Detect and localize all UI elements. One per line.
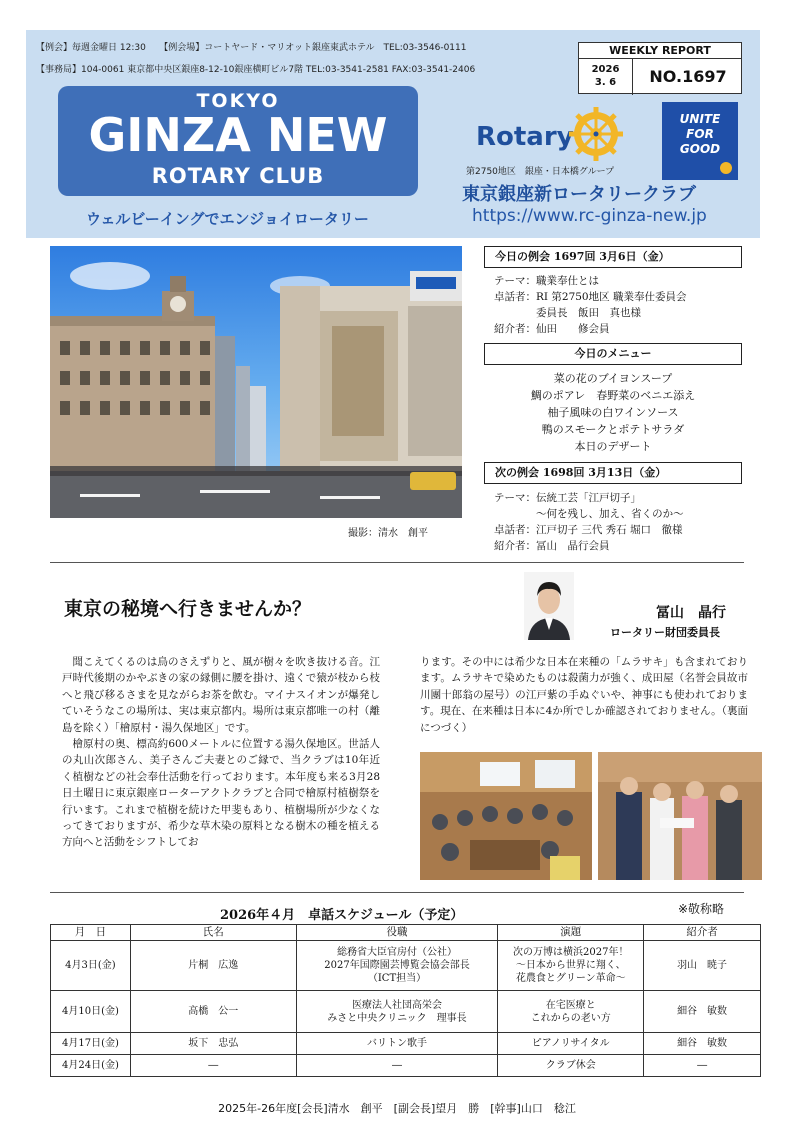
honorifics-note: ※敬称略 <box>678 902 725 916</box>
row-date: 4月24日(金) <box>51 1055 131 1077</box>
next-introducer: 紹介者：冨山 晶行会員 <box>494 540 610 552</box>
masthead <box>26 30 760 238</box>
row-date: 4月17日(金) <box>51 1033 131 1055</box>
schedule-title: 2026年４月 卓話スケジュール（予定） <box>220 908 464 923</box>
article-paragraph: ります。その中には希少な日本在来種の「ムラサキ」も含まれております。ムラサキで染めたものは殺菌力が強く、成田屋（名誉会員故市川團十郎翁の屋号）の江戸紫の手ぬぐいや、神事にも使われております。現在、在来種は日本に4か所でしか確認されておりません。（裏面につづく） <box>420 656 748 734</box>
unite-for-good-badge: UNITE FOR GOOD <box>662 102 738 180</box>
next-theme-subtitle: ～何を残し、加え、省くのか～ <box>494 508 684 520</box>
next-speaker: 卓話者：江戸切子 三代 秀石 堀口 徹様 <box>494 524 683 536</box>
group-photo-1 <box>420 752 592 880</box>
issue-day: 3. 6 <box>594 77 617 88</box>
header-role: 役職 <box>296 925 498 941</box>
office-info: 【事務局】104-0061 東京都中央区銀座8-12-10銀座横町ビル7階 TEL:03-3541-2581 FAX:03-3541-2406 <box>36 65 476 75</box>
menu-item: 鯛のポアレ 春野菜のベニエ添え <box>530 389 696 402</box>
club-officers-footer: 2025年-26年度[会長]清水 創平 [副会長]望月 勝 [幹事]山口 稔江 <box>218 1102 576 1115</box>
mini-wheel-icon <box>720 162 732 174</box>
street-scene-image <box>50 246 462 518</box>
author-name: 冨山 晶行 <box>656 605 726 621</box>
row-introducer: 羽山 暁子 <box>644 941 761 991</box>
today-introducer: 紹介者：仙田 修会員 <box>494 323 610 335</box>
row-topic: ピアノリサイタル <box>498 1033 644 1055</box>
schedule-table <box>50 924 761 1077</box>
article-column-left <box>62 654 380 851</box>
row-topic: 次の万博は横浜2027年！ ～日本から世界に翔く、 花農食とグリーン革命～ <box>498 941 644 991</box>
rotary-wheel-icon <box>568 106 624 162</box>
issue-number: NO.1697 <box>649 67 727 86</box>
article-paragraph: 聞こえてくるのは鳥のさえずりと、風が樹々を吹き抜ける音。江戸時代後期のかやぶきの家の縁側に腰を掛け、遠くで猿が枝から枝へと飛び移るさまを見ながらお茶を飲む。マイナスイオンが爆発していそうなこの場所は、実は東京都内。場所は東京都唯一の村（離島を除く）「檜原村・湯久保地区」です。 <box>62 656 380 734</box>
article-title: 東京の秘境へ行きませんか？ <box>64 598 312 620</box>
table-row <box>51 1055 761 1077</box>
menu-item: 菜の花のブイヨンスープ <box>553 372 673 385</box>
menu-item: 柚子風味の白ワインソース <box>547 406 679 419</box>
author-portrait <box>524 572 574 640</box>
next-theme: テーマ：伝統工芸「江戸切子」 <box>494 492 641 504</box>
row-role: 医療法人社団高栄会 みさと中央クリニック 理事長 <box>296 991 498 1033</box>
weekly-report-box <box>578 42 742 94</box>
header-name: 氏名 <box>130 925 296 941</box>
today-speaker-title: 委員長 飯田 真也様 <box>494 307 641 319</box>
today-theme: テーマ：職業奉仕とは <box>494 275 599 287</box>
row-topic: クラブ休会 <box>498 1055 644 1077</box>
presentation-image <box>598 752 762 880</box>
row-role: バリトン歌手 <box>296 1033 498 1055</box>
table-row <box>51 991 761 1033</box>
row-name: 片桐 広逸 <box>130 941 296 991</box>
menu-item: 鴨のスモークとポテトサラダ <box>541 423 685 436</box>
row-topic: 在宅医療と これからの老い方 <box>498 991 644 1033</box>
weekly-report-label: WEEKLY REPORT <box>579 43 741 59</box>
ginza-street-photo <box>50 246 462 518</box>
table-header-row <box>51 925 761 941</box>
district-label: 第2750地区 銀座・日本橋グループ <box>466 167 615 177</box>
row-name: 高橋 公一 <box>130 991 296 1033</box>
section-divider <box>50 562 744 563</box>
row-role: 総務省大臣官房付（公社） 2027年国際園芸博覧会協会部長 （ICT担当） <box>296 941 498 991</box>
issue-year: 2026 <box>591 64 620 75</box>
today-meeting-heading: 今日の例会 1697回 3月6日（金） <box>484 246 742 268</box>
rotary-wordmark: Rotary <box>476 122 574 152</box>
club-url[interactable]: https://www.rc-ginza-new.jp <box>472 206 707 226</box>
row-date: 4月3日(金) <box>51 941 131 991</box>
logo-tokyo: TOKYO <box>196 90 280 112</box>
header-introducer: 紹介者 <box>644 925 761 941</box>
menu-item: 本日のデザート <box>574 440 652 453</box>
row-name: 坂下 忠弘 <box>130 1033 296 1055</box>
logo-ginza-new: GINZA NEW <box>88 108 388 162</box>
next-meeting-heading: 次の例会 1698回 3月13日（金） <box>484 462 742 484</box>
menu-heading: 今日のメニュー <box>484 343 742 365</box>
header-date: 月 日 <box>51 925 131 941</box>
table-row <box>51 941 761 991</box>
article-paragraph: 檜原村の奥、標高約600メートルに位置する湯久保地区。世話人の丸山次郎さん、美子さんご夫妻とのご縁で、当クラブは10年近く植樹などの社会奉仕活動を行っております。本年度も来る3月28日土曜日に東京銀座ローターアクトクラブと合同で檜原村植樹祭を行います。これまで植樹を続けた甲斐もあり、植樹場所が少なくなってきておりますが、希少な草木染の原料となる樹木の種を植える方向へと活動をシフトしてお <box>62 738 380 849</box>
club-name-jp: 東京銀座新ロータリークラブ <box>462 184 696 205</box>
author-role: ロータリー財団委員長 <box>610 626 720 639</box>
slogan: ウェルビーイングでエンジョイロータリー <box>86 210 369 228</box>
row-introducer: 細谷 敏数 <box>644 1033 761 1055</box>
row-name: ― <box>130 1055 296 1077</box>
club-logo <box>58 86 418 196</box>
table-row <box>51 1033 761 1055</box>
gathering-image <box>420 752 592 880</box>
photo-credit: 撮影：清水 創平 <box>348 528 428 539</box>
header-topic: 演題 <box>498 925 644 941</box>
group-photo-2 <box>598 752 762 880</box>
meeting-info: 【例会】毎週金曜日 12:30 【例会場】コートヤード・マリオット銀座東武ホテル TEL:03-3546-0111 <box>36 43 467 53</box>
row-date: 4月10日(金) <box>51 991 131 1033</box>
issue-date <box>579 59 633 95</box>
article-column-right <box>420 654 748 736</box>
section-divider <box>50 892 744 893</box>
today-speaker: 卓話者：RI 第2750地区 職業奉仕委員会 <box>494 291 687 303</box>
logo-rotary-club: ROTARY CLUB <box>151 164 325 188</box>
row-introducer: 細谷 敏数 <box>644 991 761 1033</box>
row-role: ― <box>296 1055 498 1077</box>
row-introducer: ― <box>644 1055 761 1077</box>
